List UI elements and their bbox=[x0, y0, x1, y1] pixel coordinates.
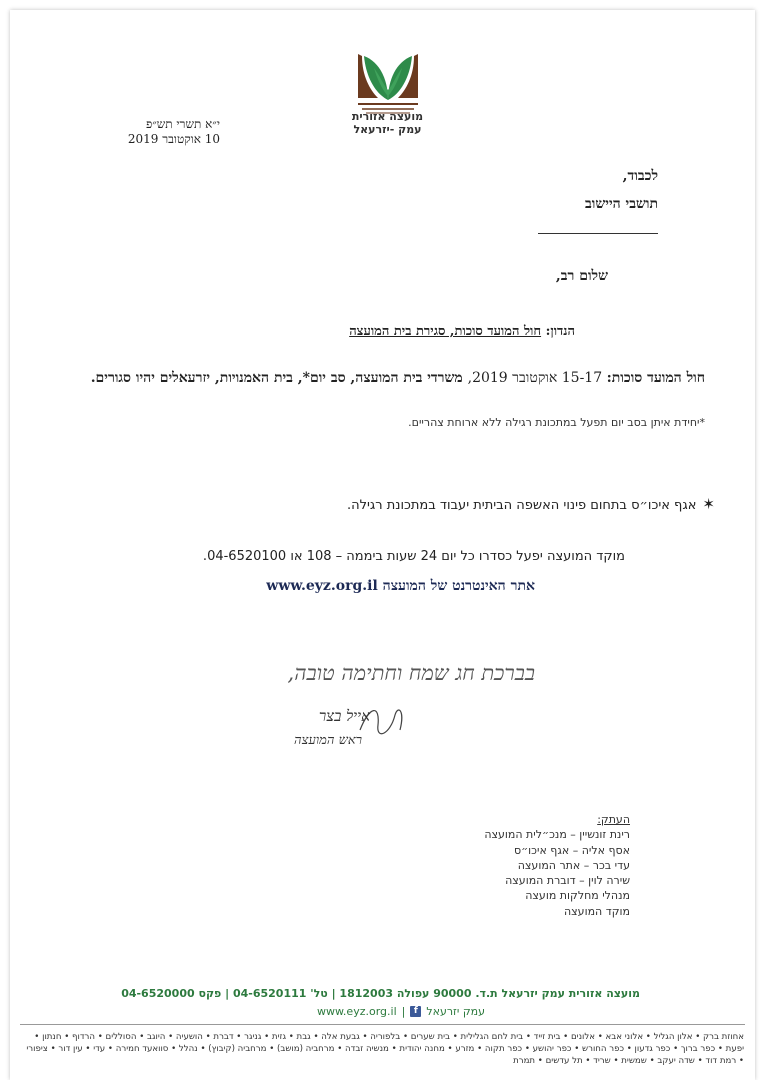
cc-heading: העתק: bbox=[597, 813, 630, 826]
main-bold-1: חול המועד סוכות: bbox=[606, 370, 705, 386]
subject-line bbox=[349, 323, 575, 339]
blessing: בברכת חג שמח וחתימה טובה, bbox=[287, 661, 535, 685]
recipient-line2: תושבי היישוב bbox=[585, 196, 658, 212]
signer-role: ראש המועצה bbox=[294, 733, 362, 748]
footer-facebook[interactable]: עמק יזרעאל bbox=[426, 1005, 485, 1018]
main-dates: 15-17 אוקטובר 2019, bbox=[467, 370, 607, 386]
subject-text: חול המועד סוכות, סגירת בית המועצה bbox=[349, 324, 542, 339]
cc-list bbox=[484, 812, 630, 919]
signer-name: אייל בצר bbox=[318, 707, 370, 725]
letter-date bbox=[80, 117, 220, 147]
footer-address: מועצה אזורית עמק יזרעאל ת.ד. 90000 עפולה 1812003 | טל' 04-6520111 | פקס 04-6520000 bbox=[121, 987, 640, 1000]
logo-line2: עמק -יזרעאל bbox=[353, 123, 422, 136]
cc-item: שירה לוין – דוברת המועצה bbox=[505, 874, 630, 888]
footer-separator: | bbox=[401, 1005, 406, 1018]
bullet-text: אגף איכו״ס בתחום פינוי האשפה הביתית יעבוד במתכונת רגילה. bbox=[346, 498, 697, 513]
bullet-item bbox=[347, 495, 715, 513]
greeting: שלום רב, bbox=[555, 268, 608, 284]
footer-links bbox=[317, 1005, 485, 1018]
cc-item: רינת זונשיין – מנכ״לית המועצה bbox=[484, 828, 630, 842]
hebrew-date: י״א תשרי תש״פ bbox=[145, 117, 220, 131]
logo-caption bbox=[330, 110, 445, 136]
star-icon: ✶ bbox=[702, 495, 715, 513]
cc-item: מוקד המועצה bbox=[563, 904, 630, 918]
gregorian-date: 10 אוקטובר 2019 bbox=[127, 132, 220, 146]
villages-list: אחוזת ברק • אלון הגליל • אלוני אבא • אלונים • בית זייד • בית לחם הגלילית • בית שערים • בלפוריה • גבעת אלה • גבת • גזית • גניגר • דברת • הושעיה • היוגב • הסוללים • הרדוף • חנתון • יפעת • כפר ברוך • כפר גדעון • כפר החורש • כפר יהושע • כפר תקוה • מזרע • מחנה יהודית • מנשיה זבדה • מרחביה (מושב) • מרחביה (קיבוץ) • נהלל • סוואעד חמירה • עדי • עין דור • ציפורי • רמת דוד • שדה יעקב • שמשית • שריד • תל עדשים • תמרת bbox=[26, 1032, 744, 1066]
footnote: *יחידת איתן בסב יום תפעל במתכונת רגילה ללא ארוחת צהריים. bbox=[408, 416, 705, 429]
recipient-line1: לכבוד, bbox=[622, 168, 658, 184]
cc-item: מנהלי מחלקות מועצה bbox=[525, 889, 630, 903]
main-bold-2: משרדי בית המועצה, סב יום*, בית האמנויות, יזרעאלים יהיו סגורים. bbox=[90, 370, 468, 386]
recipient-underline bbox=[538, 233, 658, 234]
cc-item: אסף אליה – אגף איכו״ס bbox=[513, 843, 630, 857]
letter-page bbox=[10, 10, 755, 1080]
footer-website[interactable]: www.eyz.org.il bbox=[316, 1005, 397, 1018]
main-paragraph bbox=[45, 366, 705, 390]
footer-divider bbox=[20, 1024, 745, 1025]
subject-prefix: הנדון: bbox=[545, 324, 575, 339]
logo-line1: מועצה אזורית bbox=[351, 110, 424, 123]
cc-item: עדי בכר – אתר המועצה bbox=[517, 858, 630, 872]
recipient-block bbox=[585, 162, 658, 218]
hotline-text: מוקד המועצה יפעל כסדרו כל יום 24 שעות ביממה – 108 או 04-6520100. bbox=[202, 549, 625, 564]
website-text: אתר האינטרנט של המועצה www.eyz.org.il bbox=[266, 578, 535, 594]
facebook-icon[interactable]: f bbox=[410, 1006, 421, 1017]
